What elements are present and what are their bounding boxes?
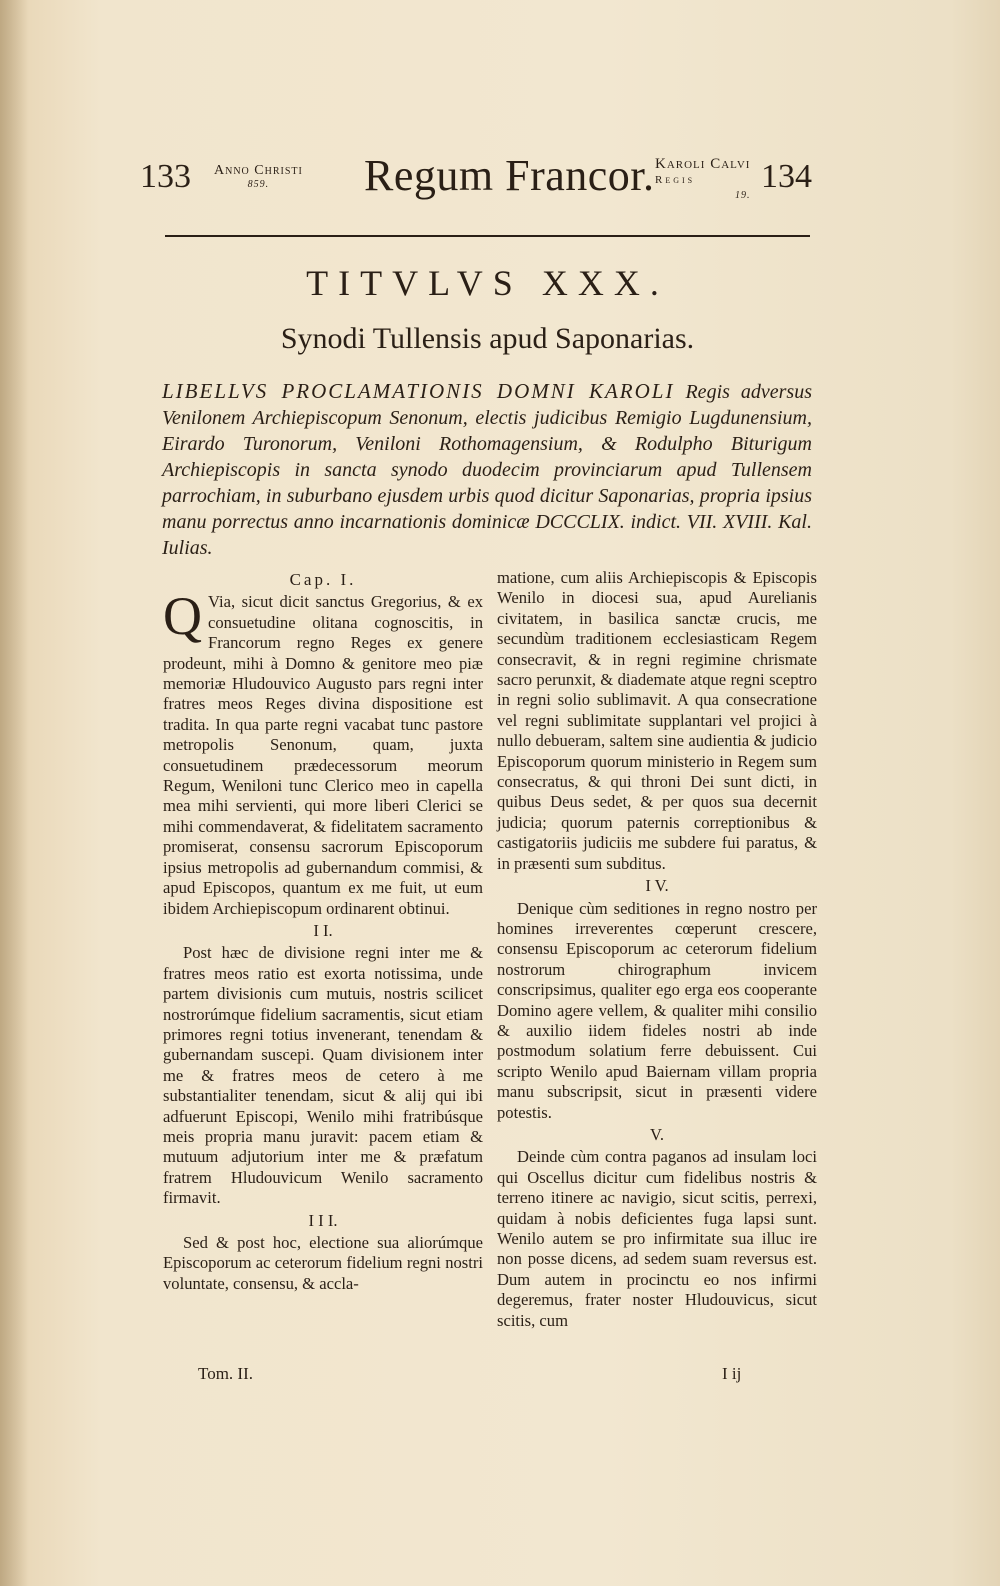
chapter-1-text xyxy=(163,586,483,919)
gathering-signature: I ij xyxy=(722,1364,742,1383)
running-title: Regum Francor. xyxy=(364,151,655,200)
libellus-intro xyxy=(162,378,812,561)
page-number-left: 133 xyxy=(140,158,191,195)
regis-label: Regis xyxy=(655,174,696,186)
chapter-3-text: Sed & post hoc, electione sua aliorúmque Episcoporum ac ceterorum fidelium regni nostri voluntate, consensu, & accla- xyxy=(163,1233,483,1293)
intro-body: Regis adversus Venilonem Archiepiscopum Senonum, electis judicibus Remigio Lugdunensium, Eirardo Turonorum, Veniloni Rothomagensium, & Rodulpho Biturigum Archiepiscopis in sancta synodo duodecim provinciarum apud Tullensem parrochiam, in suburbano ejusdem urbis quod dicitur Saponarias, propria ipsius manu porrectus anno incarnationis dominicæ DCCCLIX. indict. VII. XVIII. Kal. Iulias. xyxy=(162,381,812,559)
volume-signature: Tom. II. xyxy=(198,1364,253,1383)
page-number-right: 134 xyxy=(761,158,812,195)
chapter-2-heading: I I. xyxy=(313,920,333,940)
chapter-3-continued: matione, cum aliis Archiepiscopis & Episcopis Wenilo in diocesi sua, apud Aurelianis civitatem, in basilica sanctæ crucis, me secundùm traditionem ecclesiasticam Regem consecravit, & in regni regimine chrismate sacro perunxit, & diademate atque regni sceptro in regni solio sublimavit. A qua consecratione vel regni sublimitate supplantari vel projici à nullo debueram, saltem sine audientia & judicio Episcoporum quorum ministerio in Regem sum consecratus, & qui throni Dei sunt dicti, in quibus Deus sedet, & per quos sua decernit judicia; quorum paternis correptionibus & castigatoriis judiciis me subdere fui paratus, & in præsenti sum subditus. xyxy=(497,568,817,873)
chapter-5-heading: V. xyxy=(650,1124,664,1144)
gutter-shadow xyxy=(0,0,28,1586)
header-rule xyxy=(165,235,810,237)
anno-label: Anno Christi xyxy=(214,163,303,178)
chapter-4-text: Denique cùm seditiones in regno nostro per homines irreverentes cœperunt crescere, consensu Episcoporum ac ceterorum fidelium nostrorum chirographum invicem conscripsimus, qualiter ego erga eos cooperante Domino agere vellem, & qualiter mihi consilio & auxilio iidem fideles nostri ab inde postmodum solatium ferre debuissent. Cui scripto Wenilo apud Baiernam villam propria manu subscripsit, sicut in præsenti videre potestis. xyxy=(497,898,817,1122)
drop-cap: Q xyxy=(163,586,202,647)
left-column xyxy=(163,568,483,1294)
chapter-4-heading: I V. xyxy=(645,876,669,896)
page-header xyxy=(140,150,820,210)
chapter-5-text: Deinde cùm contra paganos ad insulam loci qui Oscellus dicitur cum fidelibus nostris & terreno itinere ac navigio, sicut scitis, perrexi, quidam à nobis deficientes fuga lapsi sunt. Wenilo autem se pro infirmitate sua illuc ire non posse dicens, ad sedem suam reversus est. Dum autem in procinctu eo nos infirmi degeremus, frater noster Hludouvicus, sicut scitis, cum xyxy=(497,1147,817,1330)
cap-heading: Cap. I. xyxy=(289,570,357,589)
karoli-label: Karoli Calvi xyxy=(655,156,751,172)
chapter-3-heading: I I I. xyxy=(308,1210,338,1230)
titulus-heading: TITVLVS XXX. xyxy=(306,263,669,303)
right-column xyxy=(497,568,817,1331)
chapter-2-text: Post hæc de divisione regni inter me & fratres meos ratio est exorta notissima, unde partem divisionis cum mutuis, nostris scilicet nostrorúmque fidelium sacramentis, sicut etiam primores regni totius invenerant, tenendam & gubernandam suscepi. Quam divisionem inter me & fratres meos de cetero à me substantialiter tenendam, sicut & alij qui ibi adfuerunt Episcopi, Wenilo mihi fratribúsque meis propria manu juravit: pacem etiam & mutuum adjutorium inter me & præfatum fratrem Hludouvicum Wenilo sacramento firmavit. xyxy=(163,943,483,1208)
karoli-regis xyxy=(655,156,751,204)
karoli-year: 19. xyxy=(735,190,751,201)
anno-christi xyxy=(214,164,303,192)
intro-lead: LIBELLVS PROCLAMATIONIS DOMNI KAROLI xyxy=(162,379,675,403)
anno-year: 859. xyxy=(247,179,270,190)
chapter-1-body: Via, sicut dicit sanctus Gregorius, & ex consuetudine olitana cognoscitis, in Francorum regno Reges ex genere prodeunt, mihi à Domno & genitore meo piæ memoriæ Hludouvico Augusto pars regni inter fratres meos Reges divina dispositione est tradita. In qua parte regni vacabat tunc pastore metropolis Senonum, quam, juxta consuetudinem prædecessorum meorum Regum, Weniloni tunc Clerico meo in capella mea mihi servienti, qui more liberi Clerici se mihi commendaverat, & fidelitatem sacramento promiserat, consensu sacrorum Episcoporum ipsius metropolis ad gubernandum commisi, & apud Episcopos, quantum ex me fuit, ut eum ibidem Archiepiscopum ordinarent obtinui. xyxy=(163,592,483,918)
synodi-subtitle: Synodi Tullensis apud Saponarias. xyxy=(280,322,695,355)
